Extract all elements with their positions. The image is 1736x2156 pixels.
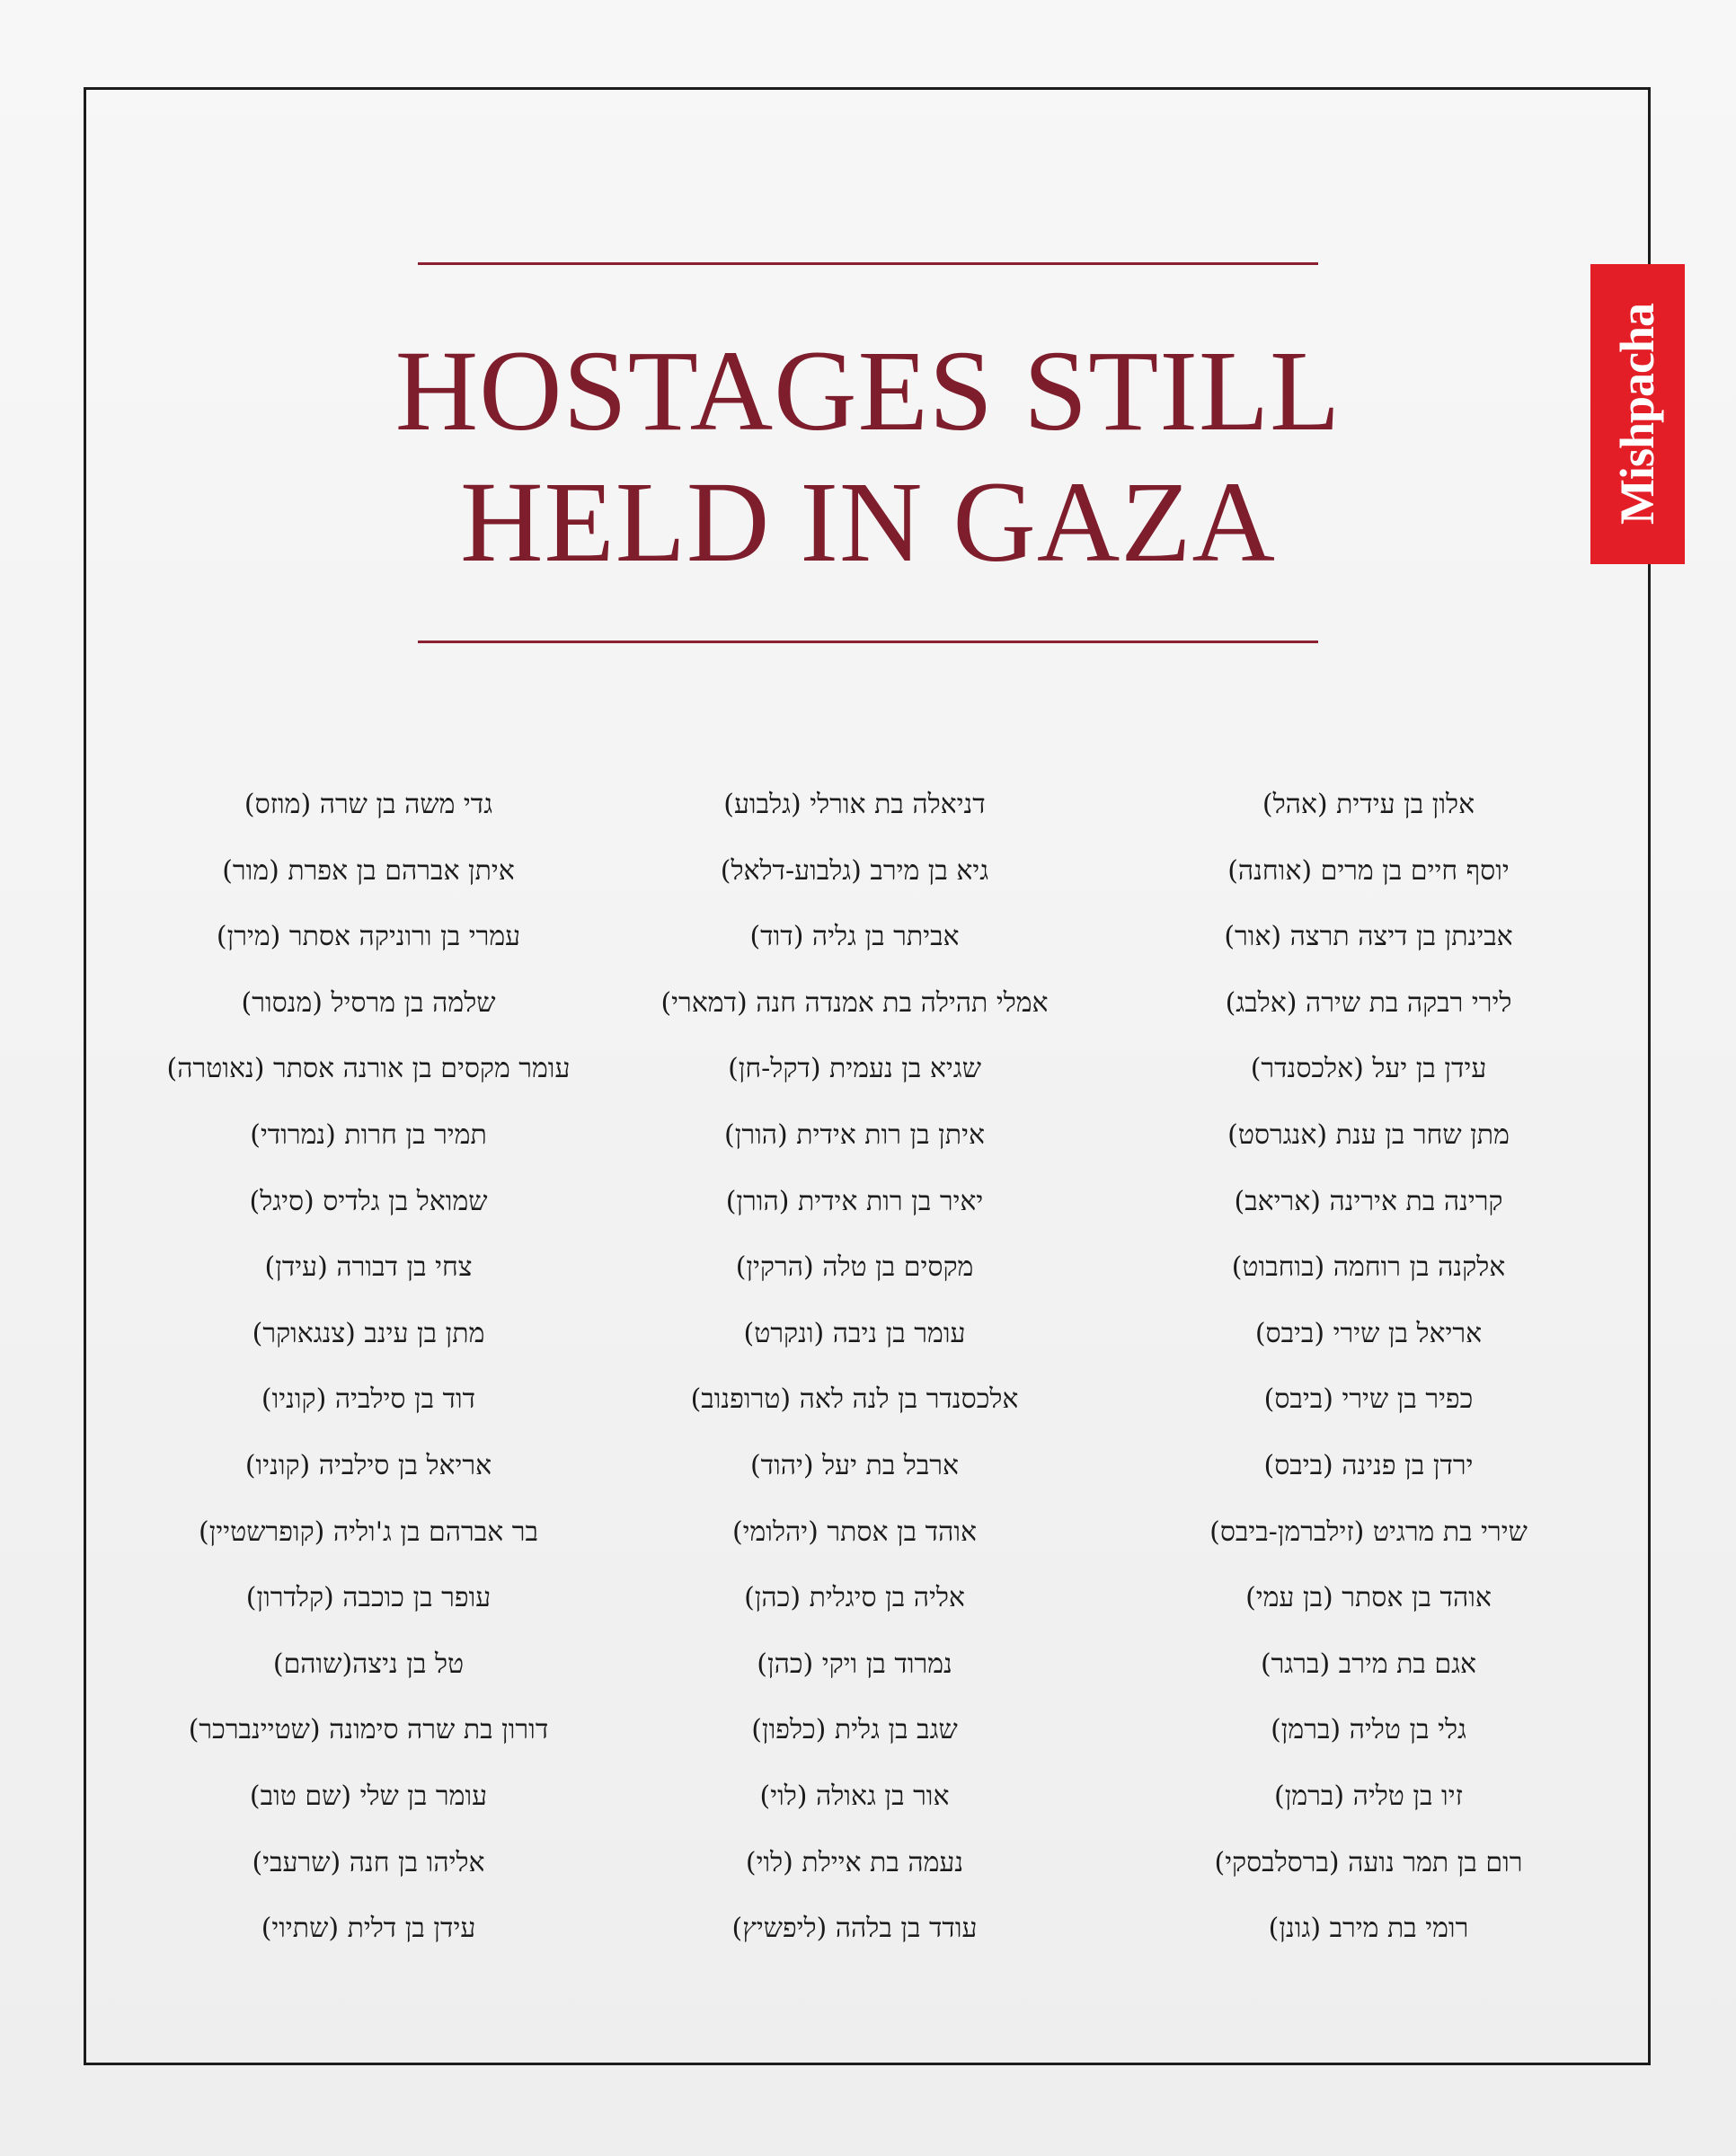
hostage-name-item: אריאל בן שירי (ביבס): [1254, 1317, 1483, 1349]
hostage-name-item: דניאלה בת אורלי (גלבוע): [723, 789, 986, 820]
hostage-name-item: גדי משה בן שרה (מוזס): [244, 789, 493, 820]
hostage-name-item: שגיא בן נעמית (דקל-חן): [728, 1053, 981, 1085]
hostage-name-item: נמרוד בן ויקי (כהן): [757, 1648, 952, 1680]
hostage-name-item: עופר בן כוכבה (קלדרון): [245, 1582, 492, 1614]
hostage-name-item: קרינה בת אירינה (אריאב): [1234, 1185, 1503, 1217]
hostage-name-item: גלי בן טליה (ברמן): [1271, 1714, 1466, 1746]
title-top-rule: [418, 262, 1318, 265]
hostage-name-item: בר אברהם בן ג'וליה (קופרשטיין): [199, 1515, 538, 1548]
hostage-name-item: אוהד בן אסתר (יהלומי): [731, 1515, 978, 1548]
hostage-name-item: אלון בן עידית (אהל): [1262, 789, 1475, 820]
hostage-name-item: טל בן ניצה(שוהם): [272, 1648, 465, 1680]
hostage-name-columns: [0, 780, 1736, 1957]
hostage-name-item: אבינתן בן דיצה תרצה (אור): [1224, 921, 1513, 953]
hostage-name-item: אביתר בן גליה (דוד): [749, 921, 960, 953]
hostage-name-item: דורון בת שרה סימונה (שטיינברכר): [188, 1714, 549, 1746]
brand-logo-text: Mishpacha: [1610, 303, 1665, 526]
hostage-name-item: שלמה בן מרסיל (מנסור): [241, 986, 496, 1019]
hostage-name-item: זיו בן טליה (ברמן): [1274, 1780, 1463, 1812]
title-line-2: HELD IN GAZA: [460, 458, 1276, 586]
page-title: [0, 325, 1736, 588]
hostage-name-item: ארבל בת יעל (יהוד): [749, 1449, 960, 1481]
brand-logo-tab: [1590, 264, 1685, 564]
hostage-name-item: מקסים בן טלה (הרקין): [735, 1251, 974, 1284]
hostage-name-item: איתן בן רות אידית (הורן): [724, 1118, 985, 1151]
hostage-name-item: מתן שחר בן ענת (אנגרסט): [1227, 1118, 1510, 1151]
hostage-name-item: שגב בן גלית (כלפון): [751, 1714, 958, 1746]
hostage-name-item: אליה בן סיגלית (כהן): [744, 1582, 965, 1614]
name-column-right: [1117, 780, 1620, 1970]
hostage-name-item: עידן בן יעל (אלכסנדר): [1250, 1053, 1487, 1085]
title-line-1: HOSTAGES STILL: [394, 327, 1342, 455]
hostage-name-item: עומר בן ניבה (ונקרט): [743, 1317, 966, 1349]
hostage-name-item: עידן בן דלית (שתיוי): [261, 1913, 476, 1945]
name-column-left: [117, 780, 620, 1970]
hostage-name-item: אלכסנדר בן לנה לאה (טרופנוב): [690, 1383, 1019, 1416]
hostage-name-item: אוהד בן אסתר (בן עמי): [1245, 1582, 1492, 1614]
hostage-name-item: שירי בת מרגיט (זילברמן-ביבס): [1209, 1515, 1528, 1548]
hostage-name-item: כפיר בן שירי (ביבס): [1263, 1383, 1474, 1416]
hostage-name-item: רום בן תמר נועה (ברסלבסקי): [1214, 1846, 1523, 1878]
hostage-name-item: עמרי בן ורוניקה אסתר (מירן): [216, 921, 521, 953]
hostage-name-item: לירי רבקה בת שירה (אלבג): [1225, 986, 1512, 1019]
hostage-name-item: עומר בן שלי (שם טוב): [249, 1780, 488, 1812]
hostage-name-item: יאיר בן רות אידית (הורן): [725, 1185, 984, 1217]
hostage-name-item: נעמה בת איילת (לוי): [745, 1846, 964, 1878]
hostage-name-item: יוסף חיים בן מרים (אוחנה): [1227, 854, 1510, 887]
hostage-name-item: אליהו בן חנה (שרעבי): [252, 1846, 485, 1878]
hostage-name-item: אלקנה בן רוחמה (בוחבוט): [1231, 1251, 1506, 1284]
title-bottom-rule: [418, 641, 1318, 643]
hostage-name-item: ירדן בן פנינה (ביבס): [1263, 1449, 1474, 1481]
hostage-name-item: תמיר בן חרות (נמרודי): [250, 1118, 487, 1151]
hostage-name-item: איתן אברהם בן אפרת (מור): [222, 854, 515, 887]
hostage-name-item: אמלי תהילה בת אמנדה חנה (דמארי): [660, 986, 1049, 1019]
hostage-name-item: שמואל בן גלדיס (סיגל): [249, 1185, 488, 1217]
hostage-name-item: דוד בן סילביה (קוניו): [261, 1383, 476, 1416]
hostage-name-item: עומר מקסים בן אורנה אסתר (נאוטרה): [166, 1053, 571, 1085]
hostage-name-item: אגם בת מירב (ברגר): [1260, 1648, 1477, 1680]
hostage-name-item: עודד בן בלהה (ליפשיץ): [731, 1913, 978, 1945]
hostage-name-item: צחי בן דבורה (עידן): [264, 1251, 473, 1284]
name-column-middle: [603, 780, 1106, 1970]
hostage-name-item: אור בן גאולה (לוי): [759, 1780, 950, 1812]
hostage-name-item: רומי בת מירב (גונן): [1268, 1913, 1469, 1945]
hostage-name-item: גיא בן מירב (גלבוע-דלאל): [720, 854, 989, 887]
hostage-name-item: אריאל בן סילביה (קוניו): [244, 1449, 492, 1481]
hostage-name-item: מתן בן עינב (צנגאוקר): [252, 1317, 485, 1349]
